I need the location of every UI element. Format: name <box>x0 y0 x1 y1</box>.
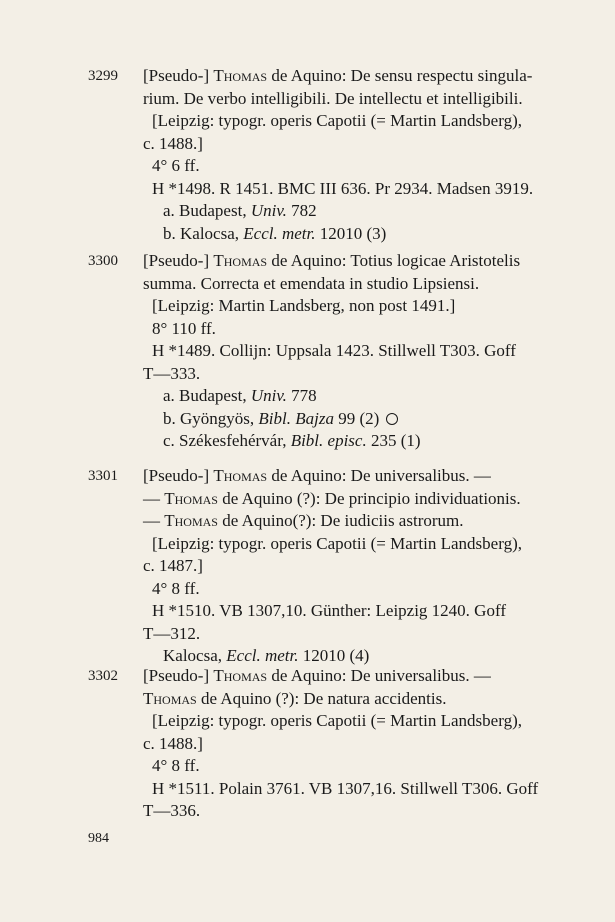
author-name: Thomas <box>213 251 268 270</box>
line-text: c. 1488.] <box>143 133 203 153</box>
line-text: — <box>143 511 165 530</box>
line-text: a. Budapest, <box>163 386 251 405</box>
entry-number: 3302 <box>88 668 118 684</box>
line-text: de Aquino (?): De natura accidentis. <box>196 688 447 708</box>
line-text: de Aquino: De universalibus. — <box>267 666 491 685</box>
library-name: Bibl. episc. <box>290 431 367 450</box>
line-text: [Leipzig: Martin Landsberg, non post 1491.] <box>152 296 456 315</box>
library-name: Univ. <box>250 386 287 405</box>
entry-line <box>143 65 593 88</box>
library-name: Eccl. metr. <box>243 223 316 243</box>
line-text: H *1511. Polain 3761. VB 1307,16. Stillwell T306. Goff <box>152 778 539 798</box>
line-text: 4° 8 ff. <box>152 578 200 598</box>
library-name: Eccl. metr. <box>226 646 299 665</box>
entry-line <box>143 733 593 756</box>
entry-line <box>143 110 593 133</box>
entry-line <box>143 465 593 488</box>
entry-line <box>143 408 593 431</box>
line-text: [Leipzig: typogr. operis Capotii (= Martin Landsberg), <box>152 533 522 553</box>
line-text: [Pseudo-] <box>143 251 214 270</box>
library-name: Bibl. Bajza <box>258 408 334 428</box>
author-name: Thomas <box>164 488 218 508</box>
line-text: summa. Correcta et emendata in studio Lipsiensi. <box>143 273 480 293</box>
line-text: [Pseudo-] <box>143 66 214 85</box>
line-text: [Pseudo-] <box>143 466 214 485</box>
entry-line <box>143 533 593 556</box>
entry-line <box>143 488 593 511</box>
entry-line <box>143 710 593 733</box>
entry-line <box>143 88 593 111</box>
library-name: Univ. <box>250 201 287 220</box>
entry-line <box>143 295 593 318</box>
entry-text <box>143 665 593 823</box>
line-text: 99 (2) <box>333 408 384 428</box>
line-text: T—336. <box>143 801 201 820</box>
entry-line <box>143 778 593 801</box>
circle-icon <box>386 413 398 425</box>
line-text: T—312. <box>143 623 201 643</box>
line-text: 782 <box>286 201 317 220</box>
entry-line <box>143 430 593 453</box>
line-text: 8° 110 ff. <box>152 318 216 338</box>
entry-line <box>143 578 593 601</box>
line-text: 12010 (4) <box>298 646 370 665</box>
line-text: c. 1488.] <box>143 733 203 753</box>
line-text: de Aquino: Totius logicae Aristotelis <box>267 251 521 270</box>
line-text: de Aquino: De universalibus. — <box>267 466 491 485</box>
line-text: H *1489. Collijn: Uppsala 1423. Stillwell T303. Goff <box>152 341 516 360</box>
line-text: c. 1487.] <box>143 556 203 575</box>
entry-line <box>143 200 593 223</box>
entry-line <box>143 250 593 273</box>
line-text: H *1498. R 1451. BMC III 636. Pr 2934. Madsen 3919. <box>152 178 534 198</box>
author-name: Thomas <box>164 511 218 530</box>
line-text: 4° 6 ff. <box>152 156 200 175</box>
entry-line <box>143 385 593 408</box>
entry-line <box>143 178 593 201</box>
entry-line <box>143 318 593 341</box>
entry-line <box>143 800 593 823</box>
entry-line <box>143 665 593 688</box>
line-text: [Leipzig: typogr. operis Capotii (= Martin Landsberg), <box>152 711 522 730</box>
entry-text <box>143 65 593 245</box>
page-number: 984 <box>88 831 109 846</box>
entry-line <box>143 133 593 156</box>
entry-line <box>143 510 593 533</box>
line-text: b. Kalocsa, <box>163 223 244 243</box>
entry-number: 3301 <box>88 468 118 484</box>
line-text: 778 <box>286 386 317 405</box>
line-text: [Pseudo-] <box>143 666 214 685</box>
line-text: 12010 (3) <box>315 223 387 243</box>
line-text: de Aquino(?): De iudiciis astrorum. <box>217 511 464 530</box>
line-text: T—333. <box>143 363 201 383</box>
author-name: Thomas <box>213 466 268 485</box>
entry-number: 3300 <box>88 253 118 269</box>
entry-line <box>143 155 593 178</box>
author-name: Thomas <box>213 66 268 85</box>
line-text: b. Gyöngyös, <box>163 408 259 428</box>
entry-line <box>143 555 593 578</box>
line-text: H *1510. VB 1307,10. Günther: Leipzig 1240. Goff <box>152 601 506 620</box>
line-text: a. Budapest, <box>163 201 251 220</box>
entry-line <box>143 223 593 246</box>
line-text: [Leipzig: typogr. operis Capotii (= Martin Landsberg), <box>152 111 522 130</box>
entry-line <box>143 688 593 711</box>
entry-line <box>143 600 593 623</box>
entry-text <box>143 465 593 668</box>
line-text: — <box>143 488 165 508</box>
line-text: Kalocsa, <box>163 646 227 665</box>
line-text: c. Székesfehérvár, <box>163 431 291 450</box>
entry-line <box>143 363 593 386</box>
line-text: 235 (1) <box>366 431 421 450</box>
line-text: 4° 8 ff. <box>152 756 200 775</box>
entry-line <box>143 623 593 646</box>
entry-line <box>143 340 593 363</box>
line-text: rium. De verbo intelligibili. De intellectu et intelligibili. <box>143 88 523 108</box>
entry-number: 3299 <box>88 68 118 84</box>
author-name: Thomas <box>213 666 268 685</box>
line-text: de Aquino (?): De principio individuationis. <box>217 488 521 508</box>
entry-line <box>143 273 593 296</box>
line-text: de Aquino: De sensu respectu singula- <box>267 66 533 85</box>
author-name: Thomas <box>143 688 197 708</box>
entry-text <box>143 250 593 453</box>
entry-line <box>143 755 593 778</box>
